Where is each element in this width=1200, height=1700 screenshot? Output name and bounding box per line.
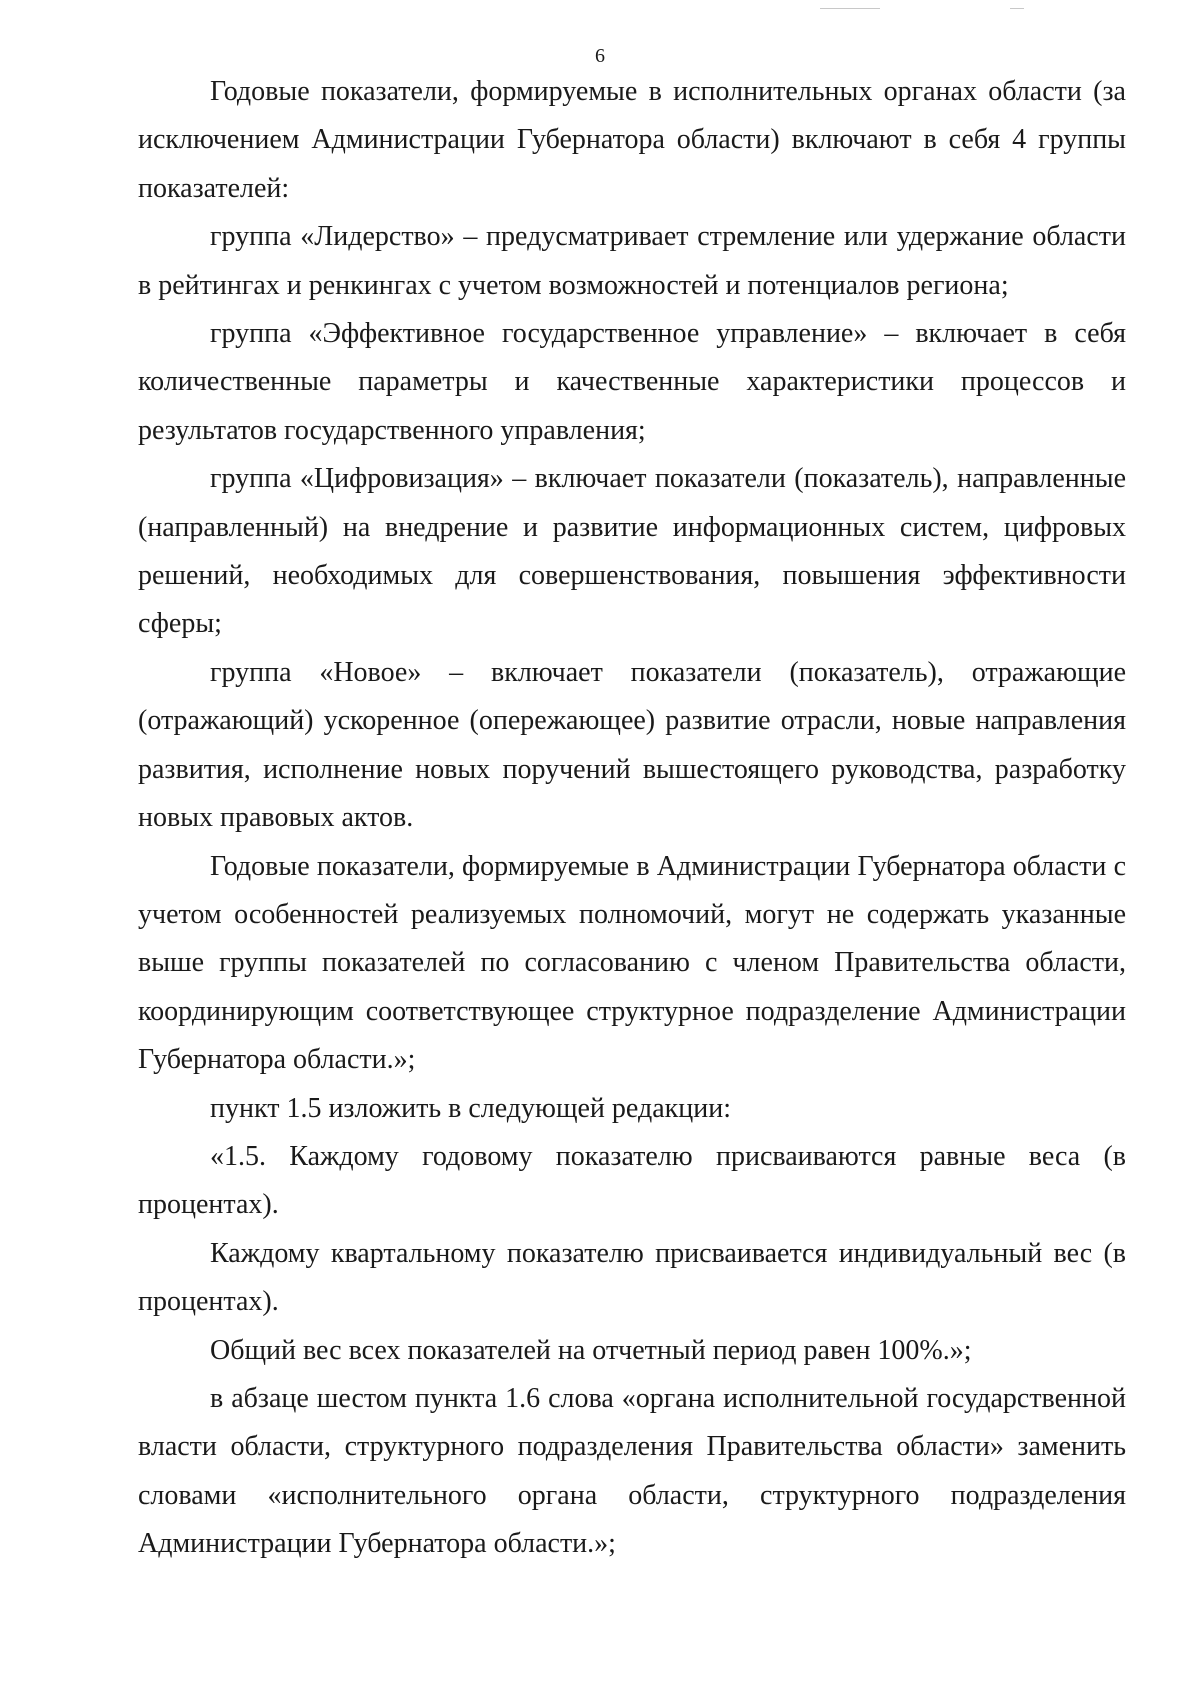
paragraph-clause-1-5-total-weight: Общий вес всех показателей на отчетный период равен 100%.»;	[210, 1334, 972, 1366]
paragraph-clause-1-6-amendment: в абзаце шестом пункта 1.6 слова «органа исполнительной государственной власти области, структурного подразделения Правительства области» заменить словами «исполнительного органа области, структурного подразделения Администрации Губернатора области.»;	[138, 1382, 1126, 1560]
page-number: 6	[595, 45, 605, 67]
scan-artifact	[1010, 8, 1024, 9]
paragraph-group-leadership: группа «Лидерство» – предусматривает стремление или удержание области в рейтингах и ренкингах с учетом возможностей и потенциалов региона;	[138, 221, 1126, 301]
paragraph-clause-1-5-intro: пункт 1.5 изложить в следующей редакции:	[210, 1092, 731, 1124]
document-body	[138, 68, 1126, 1569]
paragraph-group-governance: группа «Эффективное государственное управление» – включает в себя количественные параметры и качественные характеристики процессов и результатов государственного управления;	[138, 318, 1126, 446]
paragraph-group-new: группа «Новое» – включает показатели (показатель), отражающие (отражающий) ускоренное (опережающее) развитие отрасли, новые направления развития, исполнение новых поручений вышестоящего руководства, разработку новых правовых актов.	[138, 656, 1126, 834]
paragraph-group-digitalization: группа «Цифровизация» – включает показатели (показатель), направленные (направленный) на внедрение и развитие информационных систем, цифровых решений, необходимых для совершенствования, повышения эффективности сферы;	[138, 463, 1126, 640]
paragraph-clause-1-5-quarterly-weights: Каждому квартальному показателю присваивается индивидуальный вес (в процентах).	[138, 1237, 1126, 1318]
paragraph-clause-1-5-annual-weights: «1.5. Каждому годовому показателю присваиваются равные веса (в процентах).	[138, 1140, 1126, 1221]
paragraph-annual-indicators: Годовые показатели, формируемые в исполнительных органах области (за исключением Администрации Губернатора области) включают в себя 4 группы показателей:	[138, 76, 1126, 204]
scan-artifact	[820, 8, 880, 9]
paragraph-administration-indicators: Годовые показатели, формируемые в Администрации Губернатора области с учетом особенностей реализуемых полномочий, могут не содержать указанные выше группы показателей по согласованию с членом Правительства области, координирующим соответствующее структурное подразделение Администрации Губернатора области.»;	[138, 850, 1126, 1076]
